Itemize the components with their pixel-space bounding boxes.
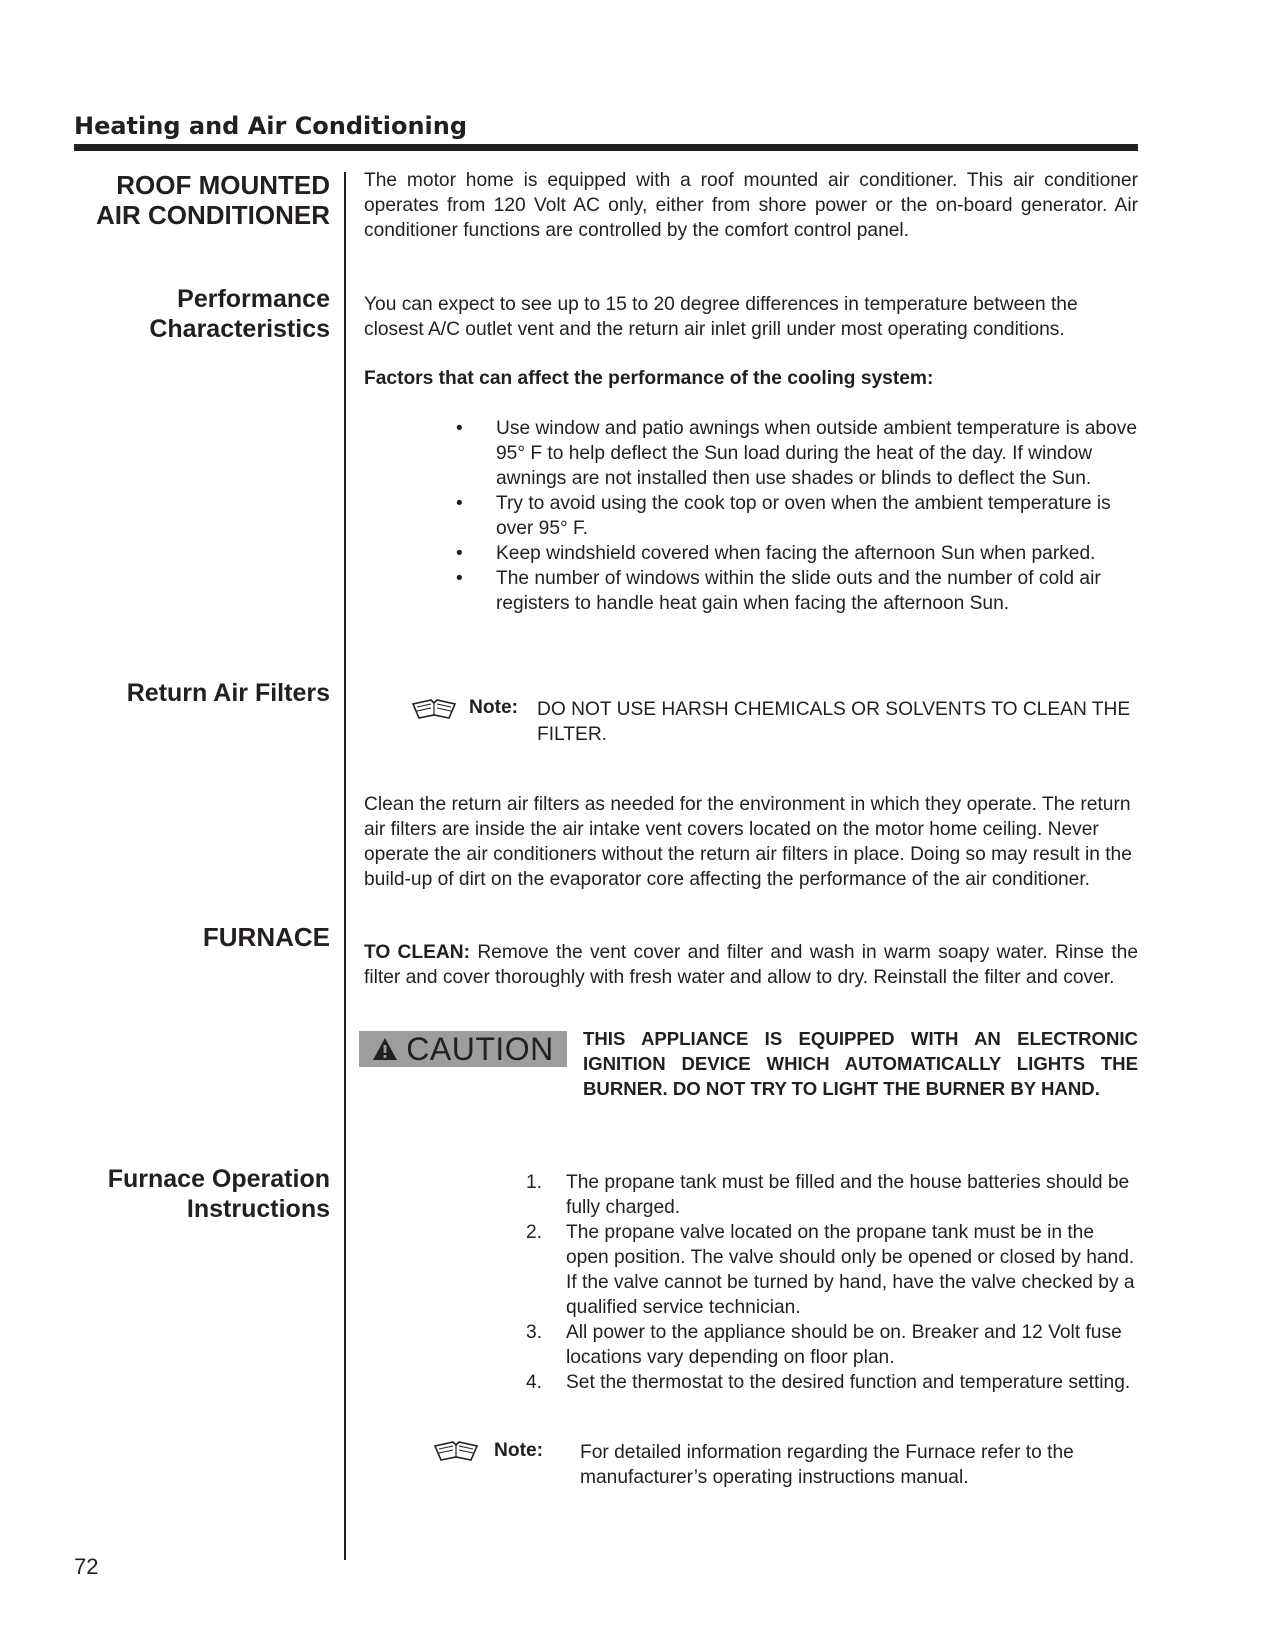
list-item — [518, 1170, 1138, 1220]
heading-return-air-filters: Return Air Filters — [126, 679, 330, 707]
heading-furnace-operation — [108, 1164, 330, 1224]
note-text: DO NOT USE HARSH CHEMICALS OR SOLVENTS TO CLEAN THE FILTER. — [537, 699, 1131, 745]
list-item: • Try to avoid using the cook top or oven when the ambient temperature is over 95° F. — [452, 491, 1142, 541]
list-item: • The number of windows within the slide outs and the number of cold air registers to handle heat gain when facing the afternoon Sun. — [452, 566, 1142, 616]
intro-paragraph: The motor home is equipped with a roof mounted air conditioner. This air conditioner operates from 120 Volt AC only, either from shore power or the on-board generator. Air conditioner functions are controlled by the comfort control panel. — [364, 170, 1138, 241]
heading-roof-mounted-ac — [96, 170, 330, 230]
list-item — [518, 1220, 1138, 1320]
step-text: Set the thermostat to the desired function and temperature setting. — [566, 1372, 1131, 1393]
heading-performance — [149, 284, 330, 344]
heading-furnace: FURNACE — [202, 922, 330, 952]
to-clean-text: Remove the vent cover and filter and wash in warm soapy water. Rinse the filter and cover thoroughly with fresh water and allow to dry. Reinstall the filter and cover. — [364, 942, 1138, 988]
heading-line: Instructions — [186, 1195, 330, 1223]
book-icon — [433, 1440, 479, 1462]
list-item: • Use window and patio awnings when outside ambient temperature is above 95° F to help deflect the Sun load during the heat of the day. If window awnings are not installed then use shades or blinds to deflect the Sun. — [452, 416, 1142, 491]
note-label: Note: — [494, 1440, 544, 1461]
step-number: 3. — [526, 1322, 543, 1343]
heading-line: Characteristics — [149, 315, 330, 343]
factors-heading: Factors that can affect the performance of the cooling system: — [364, 368, 934, 389]
step-text: The propane tank must be filled and the house batteries should be fully charged. — [566, 1172, 1130, 1218]
heading-line: Performance — [177, 285, 330, 313]
page-number: 72 — [74, 1554, 99, 1579]
step-number: 2. — [526, 1222, 543, 1243]
heading-line: AIR CONDITIONER — [96, 200, 330, 230]
column-divider — [344, 172, 346, 1560]
page-section-title: Heating and Air Conditioning — [74, 112, 468, 140]
filters-paragraph: Clean the return air filters as needed for the environment in which they operate. The return air filters are inside the air intake vent covers located on the motor home ceiling. Never operate the air conditioners without the return air filters in place. Doing so may result in the build-up of dirt on the evaporator core affecting the performance of the air conditioner. — [364, 794, 1132, 890]
header-rule — [74, 144, 1138, 151]
warning-triangle-icon — [372, 1037, 398, 1061]
heading-line: Furnace Operation — [107, 1165, 330, 1193]
to-clean-label: TO CLEAN: — [364, 942, 471, 963]
list-item — [518, 1370, 1138, 1395]
note-label: Note: — [469, 697, 519, 718]
book-icon — [411, 698, 457, 720]
step-number: 4. — [526, 1372, 543, 1393]
heading-line: ROOF MOUNTED — [116, 170, 330, 200]
caution-badge — [359, 1031, 567, 1067]
step-text: The propane valve located on the propane tank must be in the open position. The valve should only be opened or closed by hand. If the valve cannot be turned by hand, have the valve checked by a qualified service technician. — [566, 1222, 1135, 1318]
furnace-steps-list — [518, 1170, 1138, 1395]
step-number: 1. — [526, 1172, 543, 1193]
performance-paragraph: You can expect to see up to 15 to 20 degree differences in temperature between the closest A/C outlet vent and the return air inlet grill under most operating conditions. — [364, 294, 1078, 340]
note-text: For detailed information regarding the Furnace refer to the manufacturer’s operating instructions manual. — [580, 1442, 1074, 1488]
to-clean-paragraph — [364, 940, 1138, 990]
factors-list — [452, 416, 1142, 616]
step-text: All power to the appliance should be on. Breaker and 12 Volt fuse locations vary depending on floor plan. — [566, 1322, 1122, 1368]
list-item: • Keep windshield covered when facing the afternoon Sun when parked. — [452, 541, 1142, 566]
caution-label: CAUTION — [406, 1030, 554, 1067]
list-item — [518, 1320, 1138, 1370]
caution-text: THIS APPLIANCE IS EQUIPPED WITH AN ELECTRONIC IGNITION DEVICE WHICH AUTOMATICALLY LIGHTS THE BURNER. DO NOT TRY TO LIGHT THE BURNER BY HAND. — [583, 1028, 1138, 1099]
